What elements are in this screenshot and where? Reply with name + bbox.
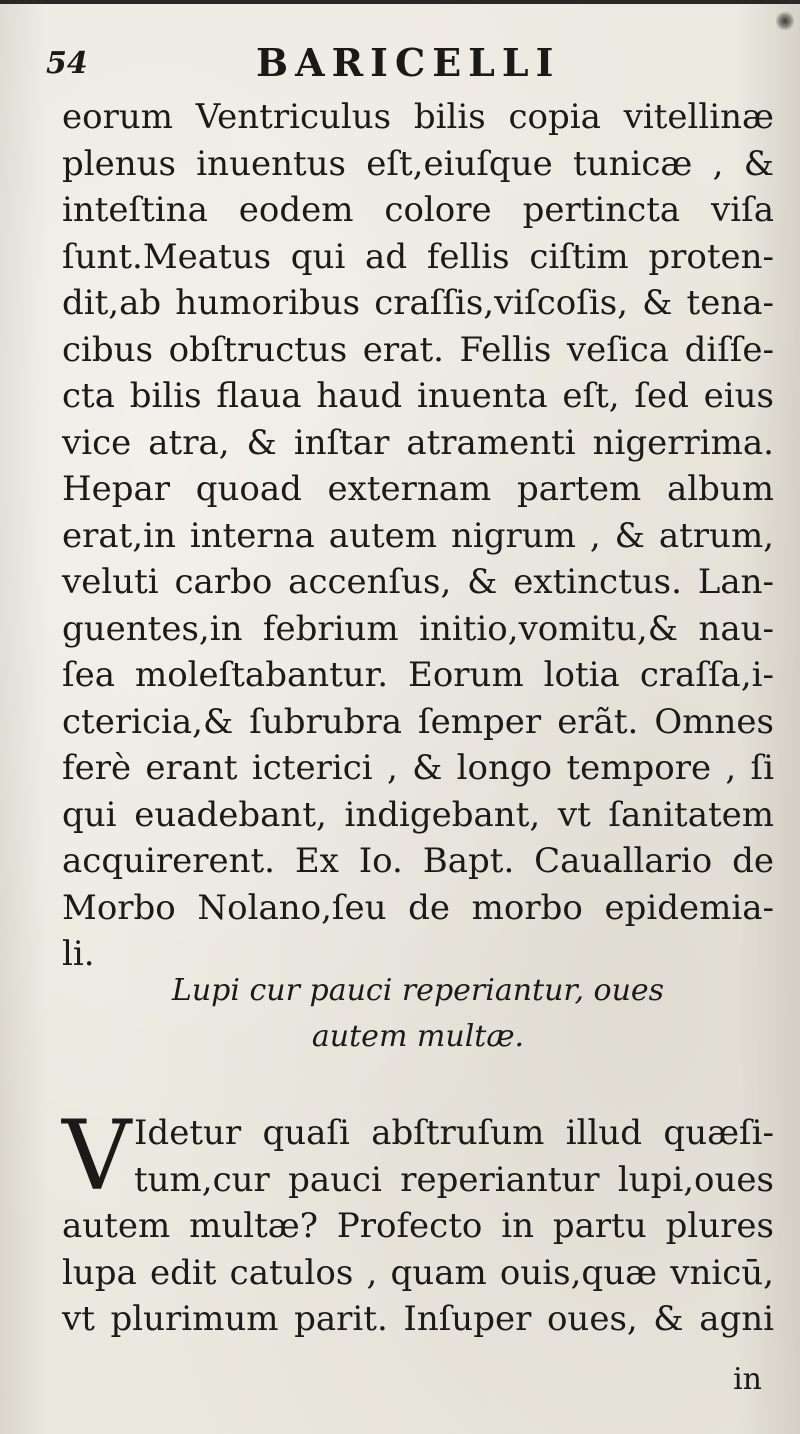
text-line: li. <box>62 934 95 974</box>
text-line: tum,cur pauci reperiantur lupi,oues <box>134 1159 774 1200</box>
text-line: eorum Ventriculus bilis copia vitellinæ <box>62 97 774 137</box>
text-line: plenus inuentus eſt,eiuſque tunicæ , & <box>62 143 774 184</box>
page-number: 54 <box>46 46 88 81</box>
text-line: acquirerent. Ex Io. Bapt. Cauallario de <box>62 841 774 881</box>
text-line: Idetur quaſi abſtruſum illud quæſi- <box>134 1113 774 1153</box>
text-line: cta bilis flaua haud inuenta eſt, ſed eius <box>62 376 774 416</box>
paragraph-1 <box>62 94 774 978</box>
text-line: erat,in interna autem nigrum , & atrum, <box>62 515 774 556</box>
text-line: ſunt.Meatus qui ad fellis ciſtim proten- <box>62 236 774 277</box>
text-line: Hepar quoad externam partem album <box>62 469 774 509</box>
section-heading <box>62 968 774 1060</box>
text-line: dit,ab humoribus craſſis,viſcoſis, & tena- <box>62 283 774 323</box>
text-line: lupa edit catulos , quam ouis,quæ vnicū, <box>62 1252 774 1293</box>
text-line: guentes,in febrium initio,vomitu,& nau- <box>62 608 774 649</box>
catchword: in <box>733 1362 762 1397</box>
running-head: BARICELLI <box>256 40 561 85</box>
text-line: veluti carbo accenſus, & extinctus. Lan- <box>62 562 774 602</box>
text-line: vice atra, & inſtar atramenti nigerrima. <box>62 422 774 463</box>
text-line: ferè erant icterici , & longo tempore , ſi <box>62 748 774 788</box>
text-line: autem multæ? Profecto in partu plures <box>62 1206 774 1246</box>
text-line: Morbo Nolano,ſeu de morbo epidemia- <box>62 887 774 928</box>
heading-line: autem multæ. <box>311 1019 525 1054</box>
text-line: qui euadebant, indigebant, vt ſanitatem <box>62 794 774 835</box>
text-line: cibus obſtructus erat. Fellis veſica diſſe- <box>62 329 774 370</box>
page-header <box>46 40 766 90</box>
paragraph-2 <box>62 1100 774 1343</box>
text-line: ctericia,& ſubrubra ſemper erãt. Omnes <box>62 701 774 742</box>
text-line: vt plurimum parit. Inſuper oues, & agni <box>62 1299 774 1339</box>
ink-smudge <box>776 10 794 32</box>
page-top-edge <box>0 0 800 4</box>
heading-line: Lupi cur pauci reperiantur, oues <box>171 973 665 1008</box>
drop-cap: V <box>62 1100 132 1212</box>
text-line: ſea moleſtabantur. Eorum lotia craſſa,i- <box>62 655 774 695</box>
text-line: inteſtina eodem colore pertincta viſa <box>62 190 774 230</box>
